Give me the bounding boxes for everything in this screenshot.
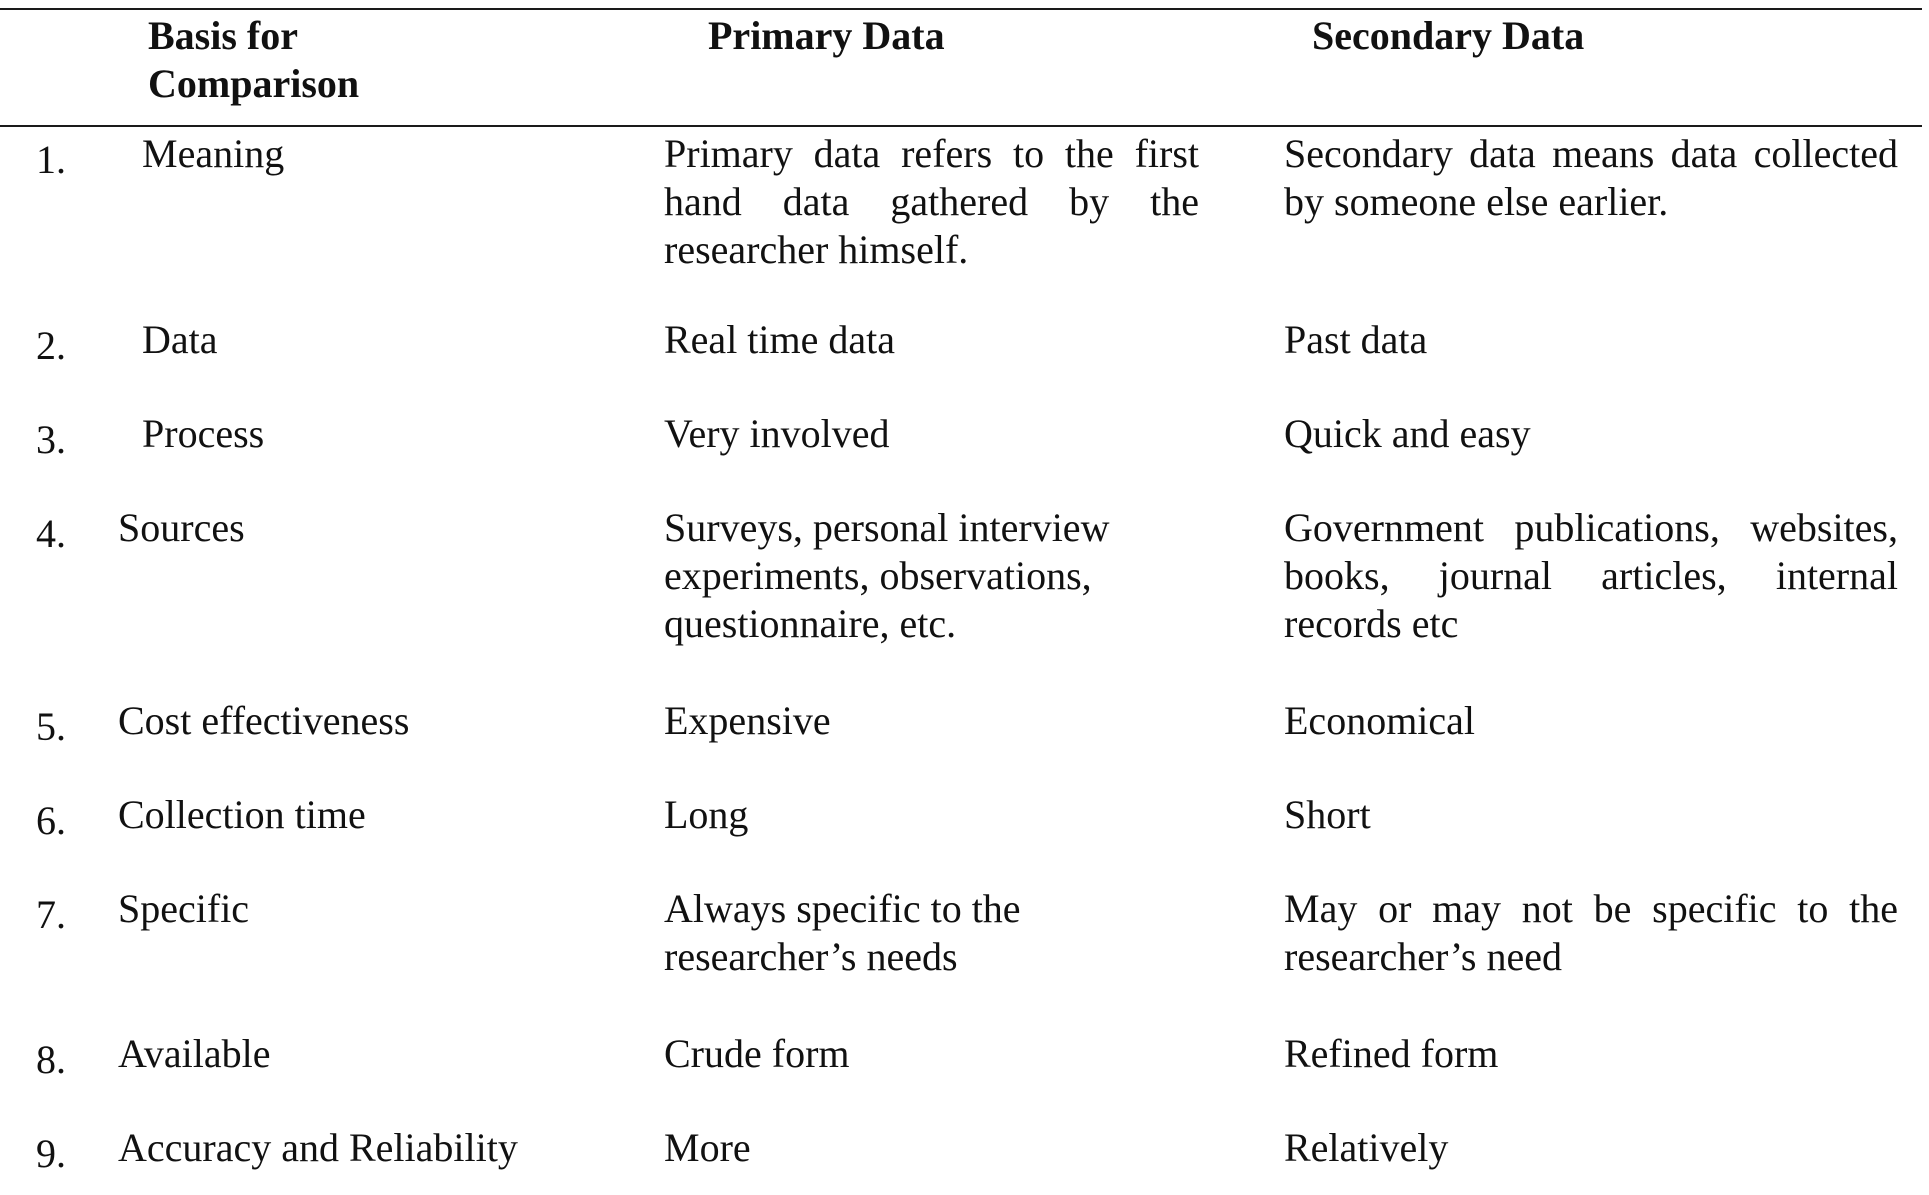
row-primary: Very involved [664,411,890,456]
row-basis: Process [142,411,265,456]
row-number: 4. [36,511,66,556]
row-number: 3. [36,417,66,462]
row-primary: More [664,1125,751,1170]
row-basis: Specific [118,886,250,931]
row-primary: Expensive [664,698,831,743]
row-secondary: Quick and easy [1284,411,1531,456]
row-basis: Collection time [118,792,366,837]
row-primary: Always specific to the researcher’s needs [664,886,1021,979]
header-primary: Primary Data [708,13,945,58]
table-top-rule [0,8,1922,10]
row-secondary: May or may not be specific to the researcher’s need [1284,886,1898,979]
row-primary: Crude form [664,1031,850,1076]
row-secondary: Economical [1284,698,1476,743]
header-bottom-rule [0,125,1922,127]
row-secondary: Refined form [1284,1031,1499,1076]
row-number: 9. [36,1131,66,1176]
header-basis: Basis for Comparison [148,13,360,106]
row-basis: Data [142,317,218,362]
row-number: 7. [36,892,66,937]
row-basis: Accuracy and Reliability [118,1125,518,1170]
row-basis: Cost effectiveness [118,698,410,743]
row-number: 2. [36,323,66,368]
row-secondary: Short [1284,792,1371,837]
row-basis: Sources [118,505,245,550]
row-primary: Surveys, personal interview experiments, observations, questionnaire, etc. [664,505,1110,646]
row-basis: Available [118,1031,271,1076]
row-number: 5. [36,704,66,749]
row-secondary: Secondary data means data collected by someone else earlier. [1284,131,1898,224]
row-secondary: Government publications, websites, books, journal articles, internal records etc [1284,505,1898,646]
row-basis: Meaning [142,131,285,176]
row-number: 8. [36,1037,66,1082]
row-secondary: Past data [1284,317,1428,362]
row-primary: Real time data [664,317,896,362]
row-number: 6. [36,798,66,843]
row-primary: Primary data refers to the first hand data gathered by the researcher himself. [664,131,1199,272]
row-number: 1. [36,137,66,182]
row-secondary: Relatively [1284,1125,1449,1170]
header-secondary: Secondary Data [1312,13,1585,58]
row-primary: Long [664,792,749,837]
